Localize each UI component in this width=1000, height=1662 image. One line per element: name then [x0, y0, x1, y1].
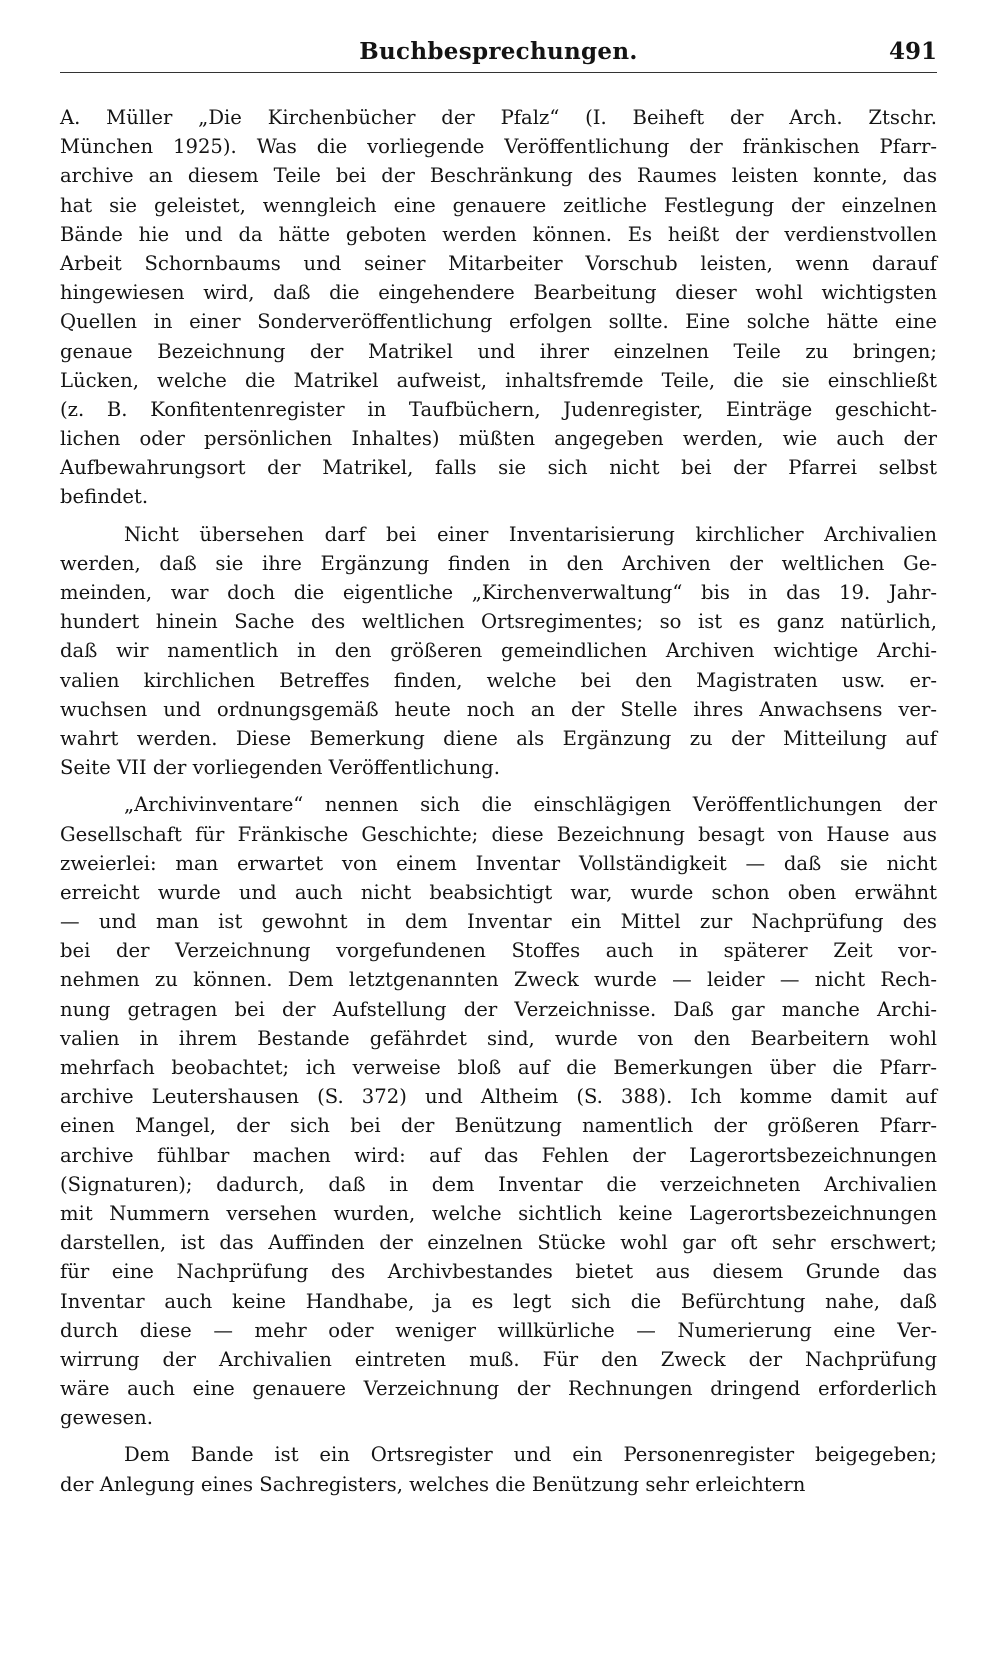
text-line: wahrt werden. Diese Bemerkung diene als Ergänzung zu der Mitteilung auf — [60, 726, 937, 750]
text-line: bei der Verzeichnung vorgefundenen Stoffes auch in späterer Zeit vor- — [60, 939, 937, 963]
text-line: mit Nummern versehen wurden, welche sichtlich keine Lagerortsbezeichnungen — [60, 1201, 937, 1225]
text-line: wäre auch eine genauere Verzeichnung der Rechnungen dringend erforderlich — [60, 1377, 937, 1401]
text-line: A. Müller „Die Kirchenbücher der Pfalz“ (I. Beiheft der Arch. Ztschr. — [60, 106, 937, 129]
text-line: Nicht übersehen darf bei einer Inventarisierung kirchlicher Archivalien — [124, 522, 937, 546]
text-line: valien kirchlichen Betreffes finden, welche bei den Magistraten usw. er- — [60, 668, 937, 692]
text-line: Aufbewahrungsort der Matrikel, falls sie sich nicht bei der Pfarrei selbst — [60, 456, 937, 480]
text-line: „Archivinventare“ nennen sich die einschlägigen Veröffentlichungen der — [124, 793, 937, 817]
text-line: (Signaturen); dadurch, daß in dem Inventar die verzeichneten Archivalien — [60, 1172, 937, 1196]
text-line: durch diese — mehr oder weniger willkürliche — Numerierung eine Ver- — [60, 1318, 937, 1342]
text-line: einen Mangel, der sich bei der Benützung namentlich der größeren Pfarr- — [60, 1114, 937, 1138]
page-number: 491 — [888, 38, 937, 65]
text-line: Gesellschaft für Fränkische Geschichte; diese Bezeichnung besagt von Hause aus — [60, 822, 937, 846]
text-line: hingewiesen wird, daß die eingehendere Bearbeitung dieser wohl wichtigsten — [60, 281, 937, 305]
paragraph-archive-inventories — [60, 790, 937, 1432]
text-line: der Anlegung eines Sachregisters, welches die Benützung sehr erleichtern — [60, 1472, 806, 1496]
text-line: wuchsen und ordnungsgemäß heute noch an der Stelle ihres Anwachsens ver- — [60, 697, 937, 721]
running-header — [60, 38, 937, 78]
text-line: meinden, war doch die eigentliche „Kirchenverwaltung“ bis in das 19. Jahr- — [60, 581, 937, 604]
header-rule — [60, 72, 937, 73]
text-line: — und man ist gewohnt in dem Inventar ein Mittel zur Nachprüfung des — [60, 910, 937, 934]
text-line: daß wir namentlich in den größeren gemeindlichen Archiven wichtige Archi- — [60, 639, 937, 663]
text-line: Bände hie und da hätte geboten werden können. Es heißt der verdienstvollen — [60, 222, 937, 246]
text-line: genaue Bezeichnung der Matrikel und ihrer einzelnen Teile zu bringen; — [60, 339, 937, 363]
text-line: archive an diesem Teile bei der Beschränkung des Raumes leisten konnte, das — [60, 164, 937, 188]
paragraph-review-mueller — [60, 103, 937, 512]
text-line: mehrfach beobachtet; ich verweise bloß auf die Bemerkungen über die Pfarr- — [60, 1056, 937, 1079]
text-line: darstellen, ist das Auffinden der einzelnen Stücke wohl gar oft sehr erschwert; — [60, 1231, 937, 1255]
text-line: Quellen in einer Sonderveröffentlichung erfolgen sollte. Eine solche hätte eine — [60, 310, 937, 334]
text-line: befindet. — [60, 485, 149, 509]
text-line: (z. B. Konfitentenregister in Taufbüchern, Judenregister, Einträge geschicht- — [60, 397, 937, 421]
text-line: werden, daß sie ihre Ergänzung finden in den Archiven der weltlichen Ge- — [60, 551, 937, 575]
text-line: Dem Bande ist ein Ortsregister und ein Personenregister beigegeben; — [124, 1443, 937, 1467]
text-line: Seite VII der vorliegenden Veröffentlichung. — [60, 756, 500, 780]
text-line: für eine Nachprüfung des Archivbestandes bietet aus diesem Grunde das — [60, 1260, 937, 1284]
text-line: Inventar auch keine Handhabe, ja es legt sich die Befürchtung nahe, daß — [60, 1289, 937, 1313]
text-line: München 1925). Was die vorliegende Veröffentlichung der fränkischen Pfarr- — [60, 135, 937, 159]
paragraph-secular-archives — [60, 520, 937, 783]
text-line: Arbeit Schornbaums und seiner Mitarbeiter Vorschub leisten, wenn darauf — [60, 251, 937, 275]
text-line: hat sie geleistet, wenngleich eine genauere zeitliche Festlegung der einzelnen — [60, 193, 937, 217]
text-line: nehmen zu können. Dem letztgenannten Zweck wurde — leider — nicht Rech- — [60, 968, 937, 992]
paragraph-registers — [60, 1440, 937, 1498]
text-line: nung getragen bei der Aufstellung der Verzeichnisse. Daß gar manche Archi- — [60, 997, 937, 1021]
text-line: archive fühlbar machen wird: auf das Fehlen der Lagerortsbezeichnungen — [60, 1143, 937, 1167]
text-line: valien in ihrem Bestande gefährdet sind, wurde von den Bearbeitern wohl — [60, 1026, 937, 1050]
text-line: Lücken, welche die Matrikel aufweist, inhaltsfremde Teile, die sie einschließt — [60, 368, 937, 392]
text-line: archive Leutershausen (S. 372) und Altheim (S. 388). Ich komme damit auf — [60, 1085, 937, 1109]
section-title: Buchbesprechungen. — [359, 38, 638, 65]
text-line: zweierlei: man erwartet von einem Inventar Vollständigkeit — daß sie nicht — [60, 851, 937, 875]
text-line: hundert hinein Sache des weltlichen Ortsregimentes; so ist es ganz natürlich, — [60, 610, 937, 634]
text-line: lichen oder persönlichen Inhaltes) müßten angegeben werden, wie auch der — [60, 427, 937, 451]
text-line: erreicht wurde und auch nicht beabsichtigt war, wurde schon oben erwähnt — [60, 880, 937, 904]
body-text — [60, 103, 937, 1499]
text-line: wirrung der Archivalien eintreten muß. Für den Zweck der Nachprüfung — [60, 1347, 937, 1371]
text-line: gewesen. — [60, 1406, 154, 1430]
